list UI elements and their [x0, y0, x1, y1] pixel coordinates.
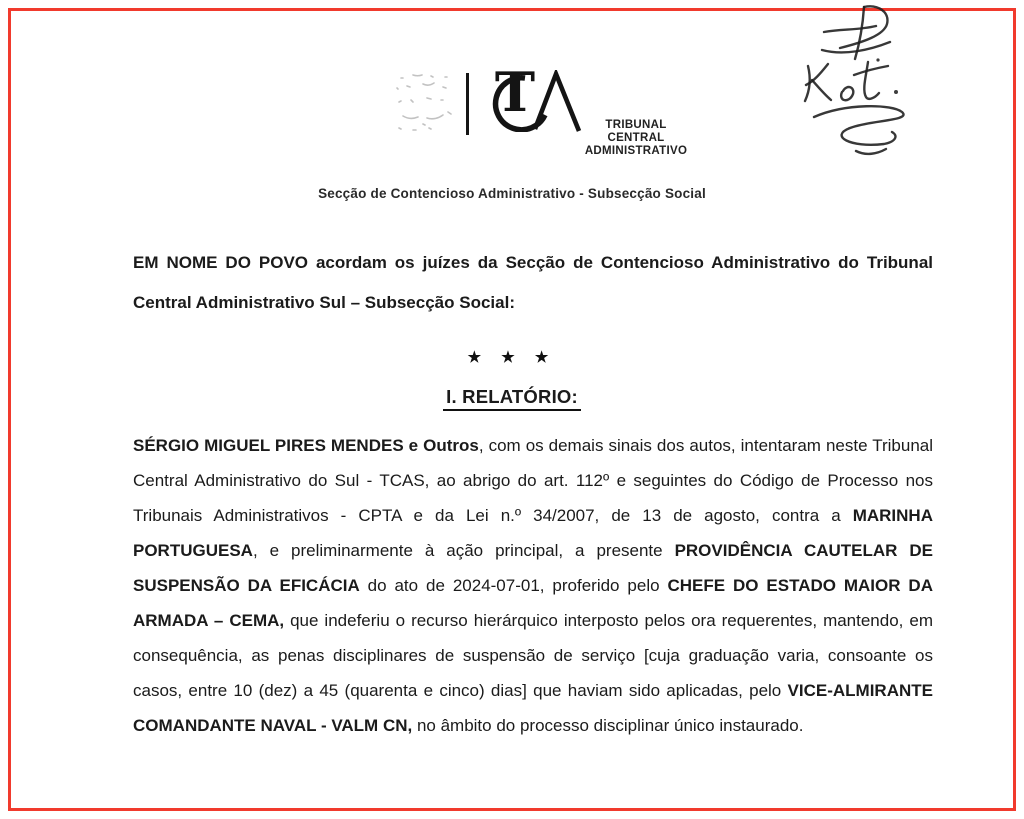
signature-initials-icon	[798, 4, 950, 162]
faded-coat-of-arms-icon	[393, 72, 457, 136]
relatorio-heading-text: I. RELATÓRIO:	[443, 386, 581, 411]
court-name-line-1: TRIBUNAL	[605, 119, 667, 131]
preamble-paragraph: EM NOME DO POVO acordam os juízes da Secção de Contencioso Administrativo do Tribunal Central Administrativo Sul – Subsecção Social:	[133, 253, 933, 312]
tca-monogram-icon	[476, 70, 582, 132]
section-subtitle: Secção de Contencioso Administrativo - Subsecção Social	[318, 186, 706, 201]
stars-separator: ★ ★ ★	[467, 349, 557, 366]
relatorio-paragraph: SÉRGIO MIGUEL PIRES MENDES e Outros, com os demais sinais dos autos, intentaram neste Tribunal Central Administrativo do Sul - TCAS, ao abrigo do art. 112º e seguintes do Código de Processo nos Tribunais Administrativos - CPTA e da Lei n.º 34/2007, de 13 de agosto, contra a MARINHA PORTUGUESA, e preliminarmente à ação principal, a presente PROVIDÊNCIA CAUTELAR DE SUSPENSÃO DA EFICÁCIA do ato de 2024-07-01, proferido pelo CHEFE DO ESTADO MAIOR DA ARMADA – CEMA, que indeferiu o recurso hierárquico interposto pelos ora requerentes, mantendo, em consequência, as penas disciplinares de suspensão de serviço [cuja graduação varia, consoante os casos, entre 10 (dez) a 45 (quarenta e cinco) dias] que haviam sido aplicadas, pelo VICE-ALMIRANTE COMANDANTE NAVAL - VALM CN, no âmbito do processo disciplinar único instaurado.	[133, 436, 934, 735]
court-name-line-3: ADMINISTRATIVO	[584, 145, 688, 157]
court-name	[576, 119, 696, 158]
relatorio-heading	[0, 386, 1024, 411]
logo-divider	[466, 73, 469, 135]
court-name-line-2: CENTRAL	[607, 132, 665, 144]
svg-text:T: T	[494, 70, 536, 124]
